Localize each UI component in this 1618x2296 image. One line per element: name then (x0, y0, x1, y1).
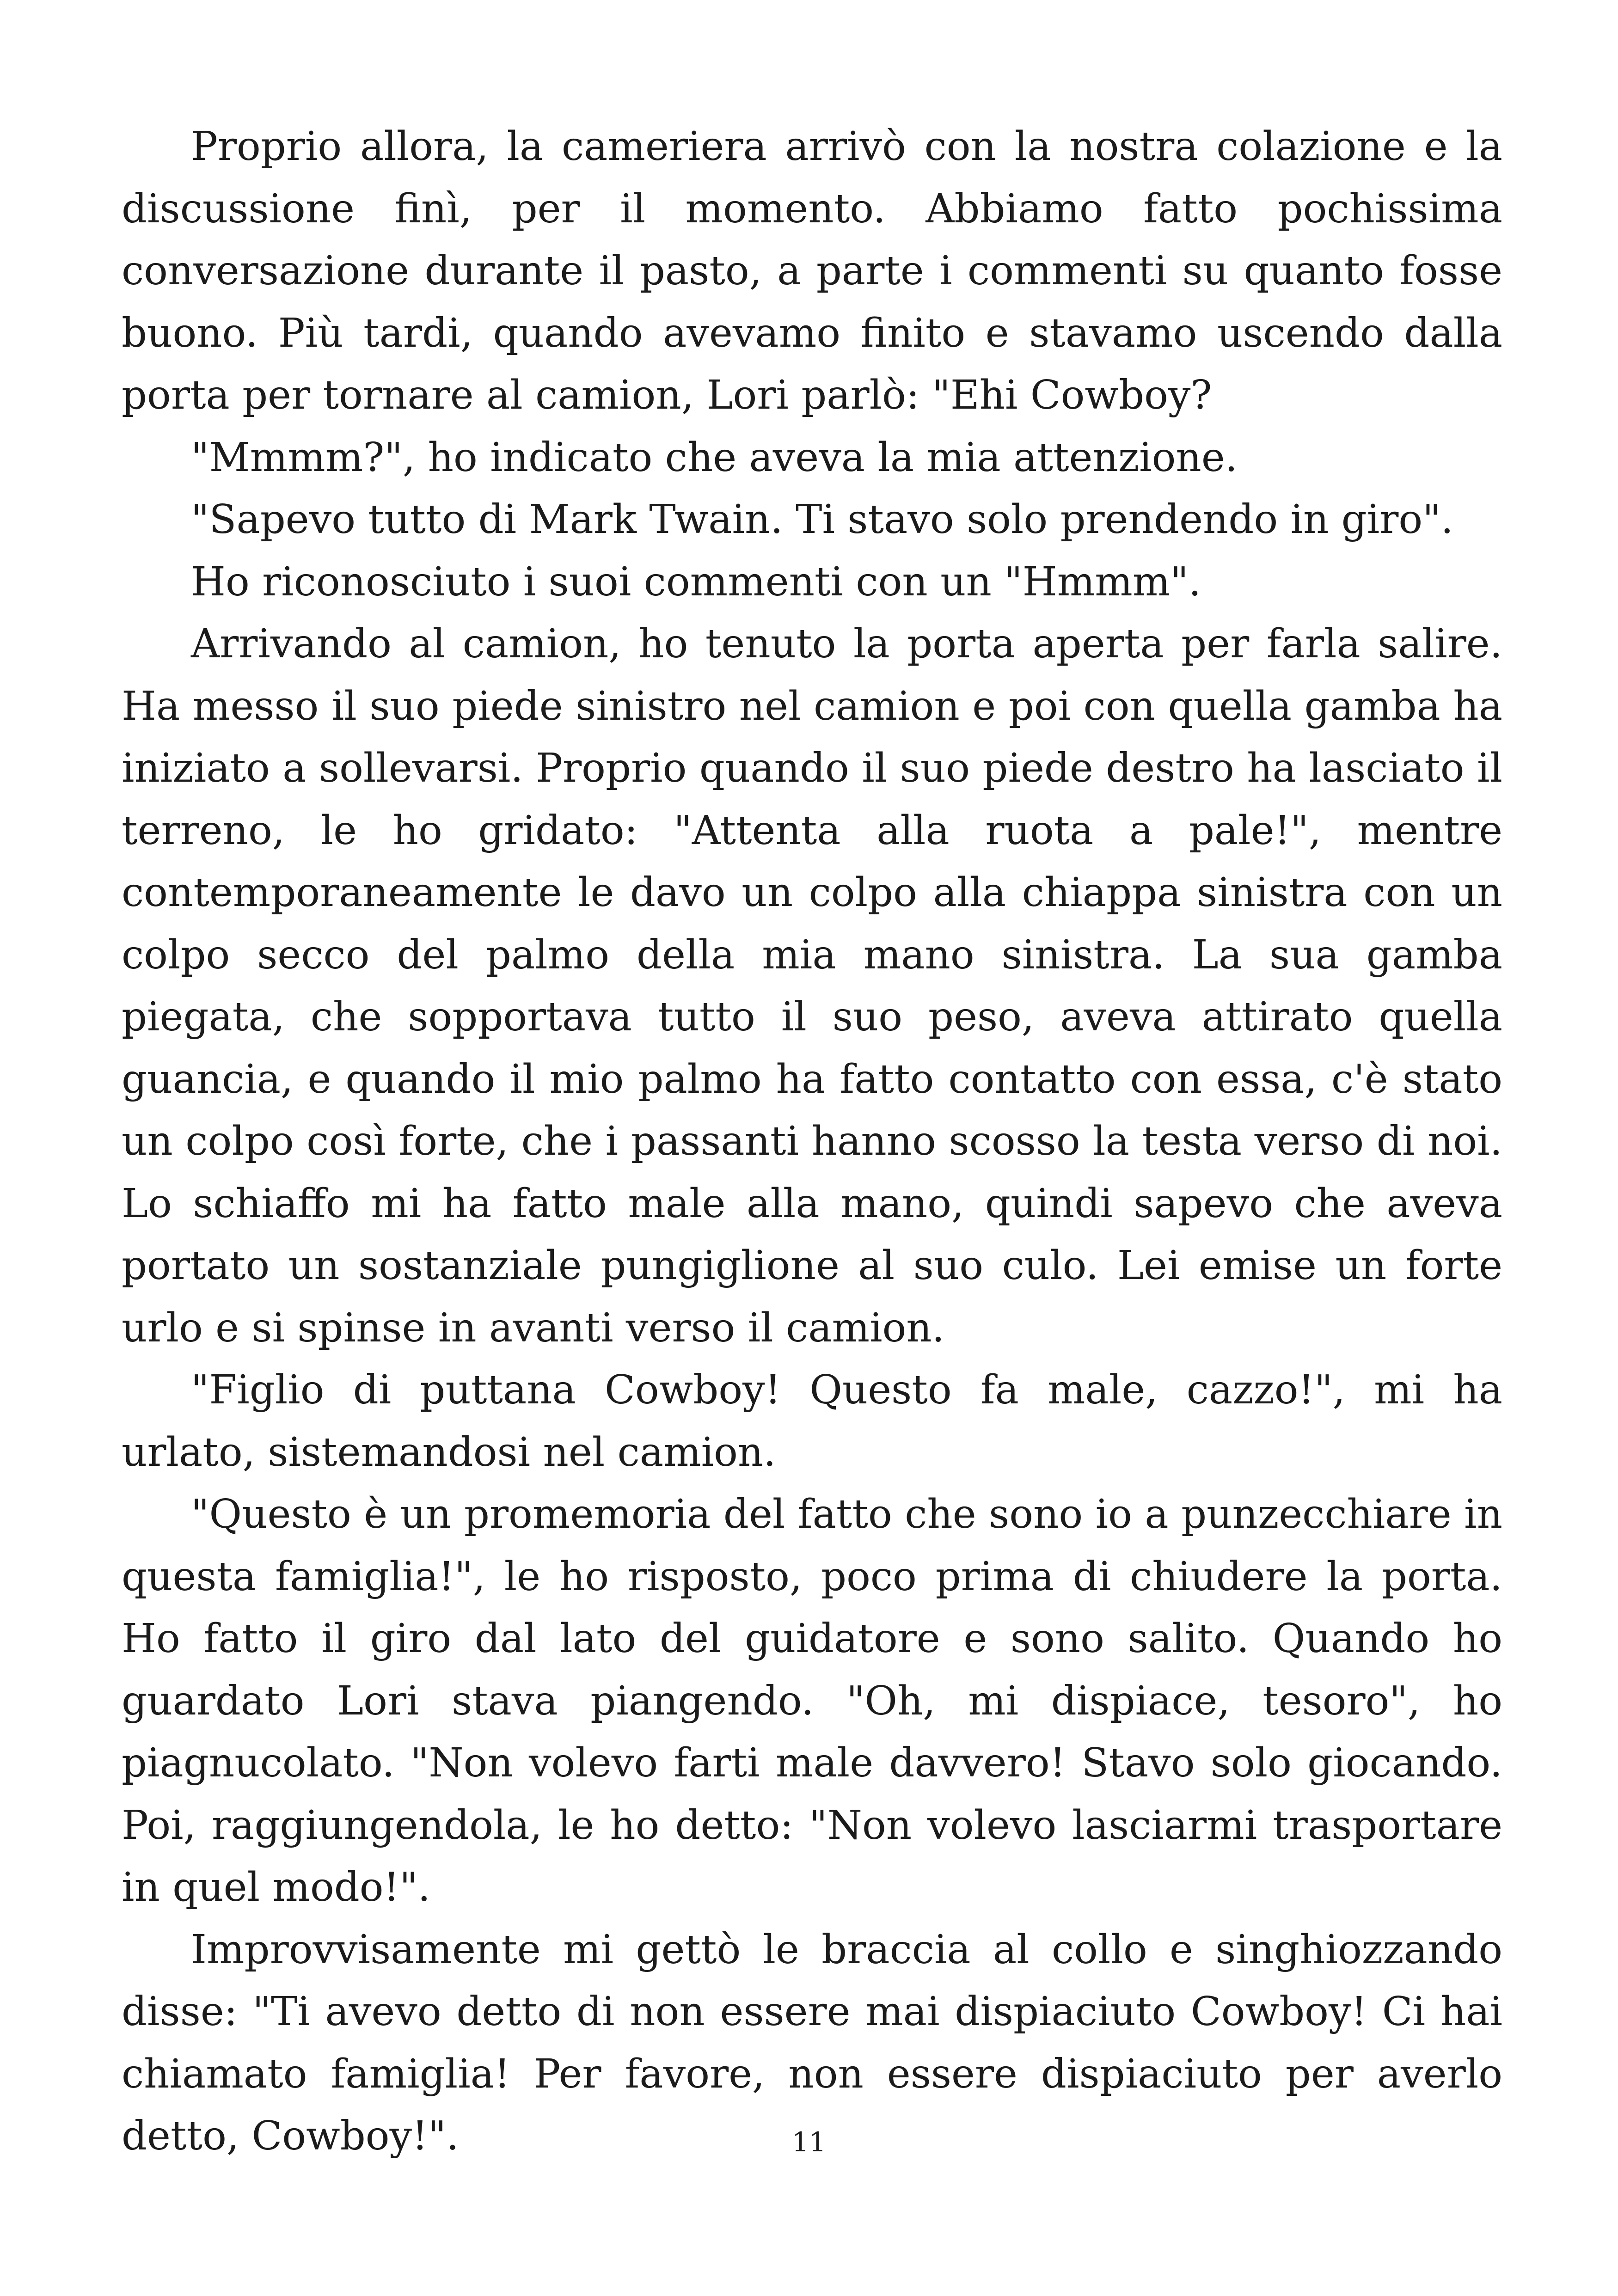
paragraph-6: "Figlio di puttana Cowboy! Questo fa male, cazzo!", mi ha urlato, sistemandosi nel camion. (122, 1367, 1502, 1476)
paragraph-2: "Mmmm?", ho indicato che aveva la mia attenzione. (191, 434, 1238, 481)
paragraph-7: "Questo è un promemoria del fatto che sono io a punzecchiare in questa famiglia!", le ho risposto, poco prima di chiudere la porta. Ho fatto il giro dal lato del guidatore e sono salito. Quando ho guardato Lori stava piangendo. "Oh, mi dispiace, tesoro", ho piagnucolato. "Non volevo farti male davvero! Stavo solo giocando. Poi, raggiungendola, le ho detto: "Non volevo lasciarmi trasportare in quel modo!". (122, 1491, 1502, 1910)
body-text (122, 116, 1502, 2167)
paragraph-5: Arrivando al camion, ho tenuto la porta aperta per farla salire. Ha messo il suo piede sinistro nel camion e poi con quella gamba ha iniziato a sollevarsi. Proprio quando il suo piede destro ha lasciato il terreno, le ho gridato: "Attenta alla ruota a pale!", mentre contemporaneamente le davo un colpo alla chiappa sinistra con un colpo secco del palmo della mia mano sinistra. La sua gamba piegata, che sopportava tutto il suo peso, aveva attirato quella guancia, e quando il mio palmo ha fatto contatto con essa, c'è stato un colpo così forte, che i passanti hanno scosso la testa verso di noi. Lo schiaffo mi ha fatto male alla mano, quindi sapevo che aveva portato un sostanziale pungiglione al suo culo. Lei emise un forte urlo e si spinse in avanti verso il camion. (122, 621, 1502, 1351)
paragraph-8: Improvvisamente mi gettò le braccia al collo e singhiozzando disse: "Ti avevo detto di non essere mai dispiaciuto Cowboy! Ci hai chiamato famiglia! Per favore, non essere dispiaciuto per averlo detto, Cowboy!". (122, 1926, 1502, 2159)
page-number: 11 (792, 2126, 826, 2158)
paragraph-4: Ho riconosciuto i suoi commenti con un "Hmmm". (191, 558, 1201, 605)
paragraph-1: Proprio allora, la cameriera arrivò con la nostra colazione e la discussione finì, per il momento. Abbiamo fatto pochissima conversazione durante il pasto, a parte i commenti su quanto fosse buono. Più tardi, quando avevamo finito e stavamo uscendo dalla porta per tornare al camion, Lori parlò: "Ehi Cowboy? (122, 123, 1502, 418)
paragraph-3: "Sapevo tutto di Mark Twain. Ti stavo solo prendendo in giro". (191, 496, 1454, 543)
